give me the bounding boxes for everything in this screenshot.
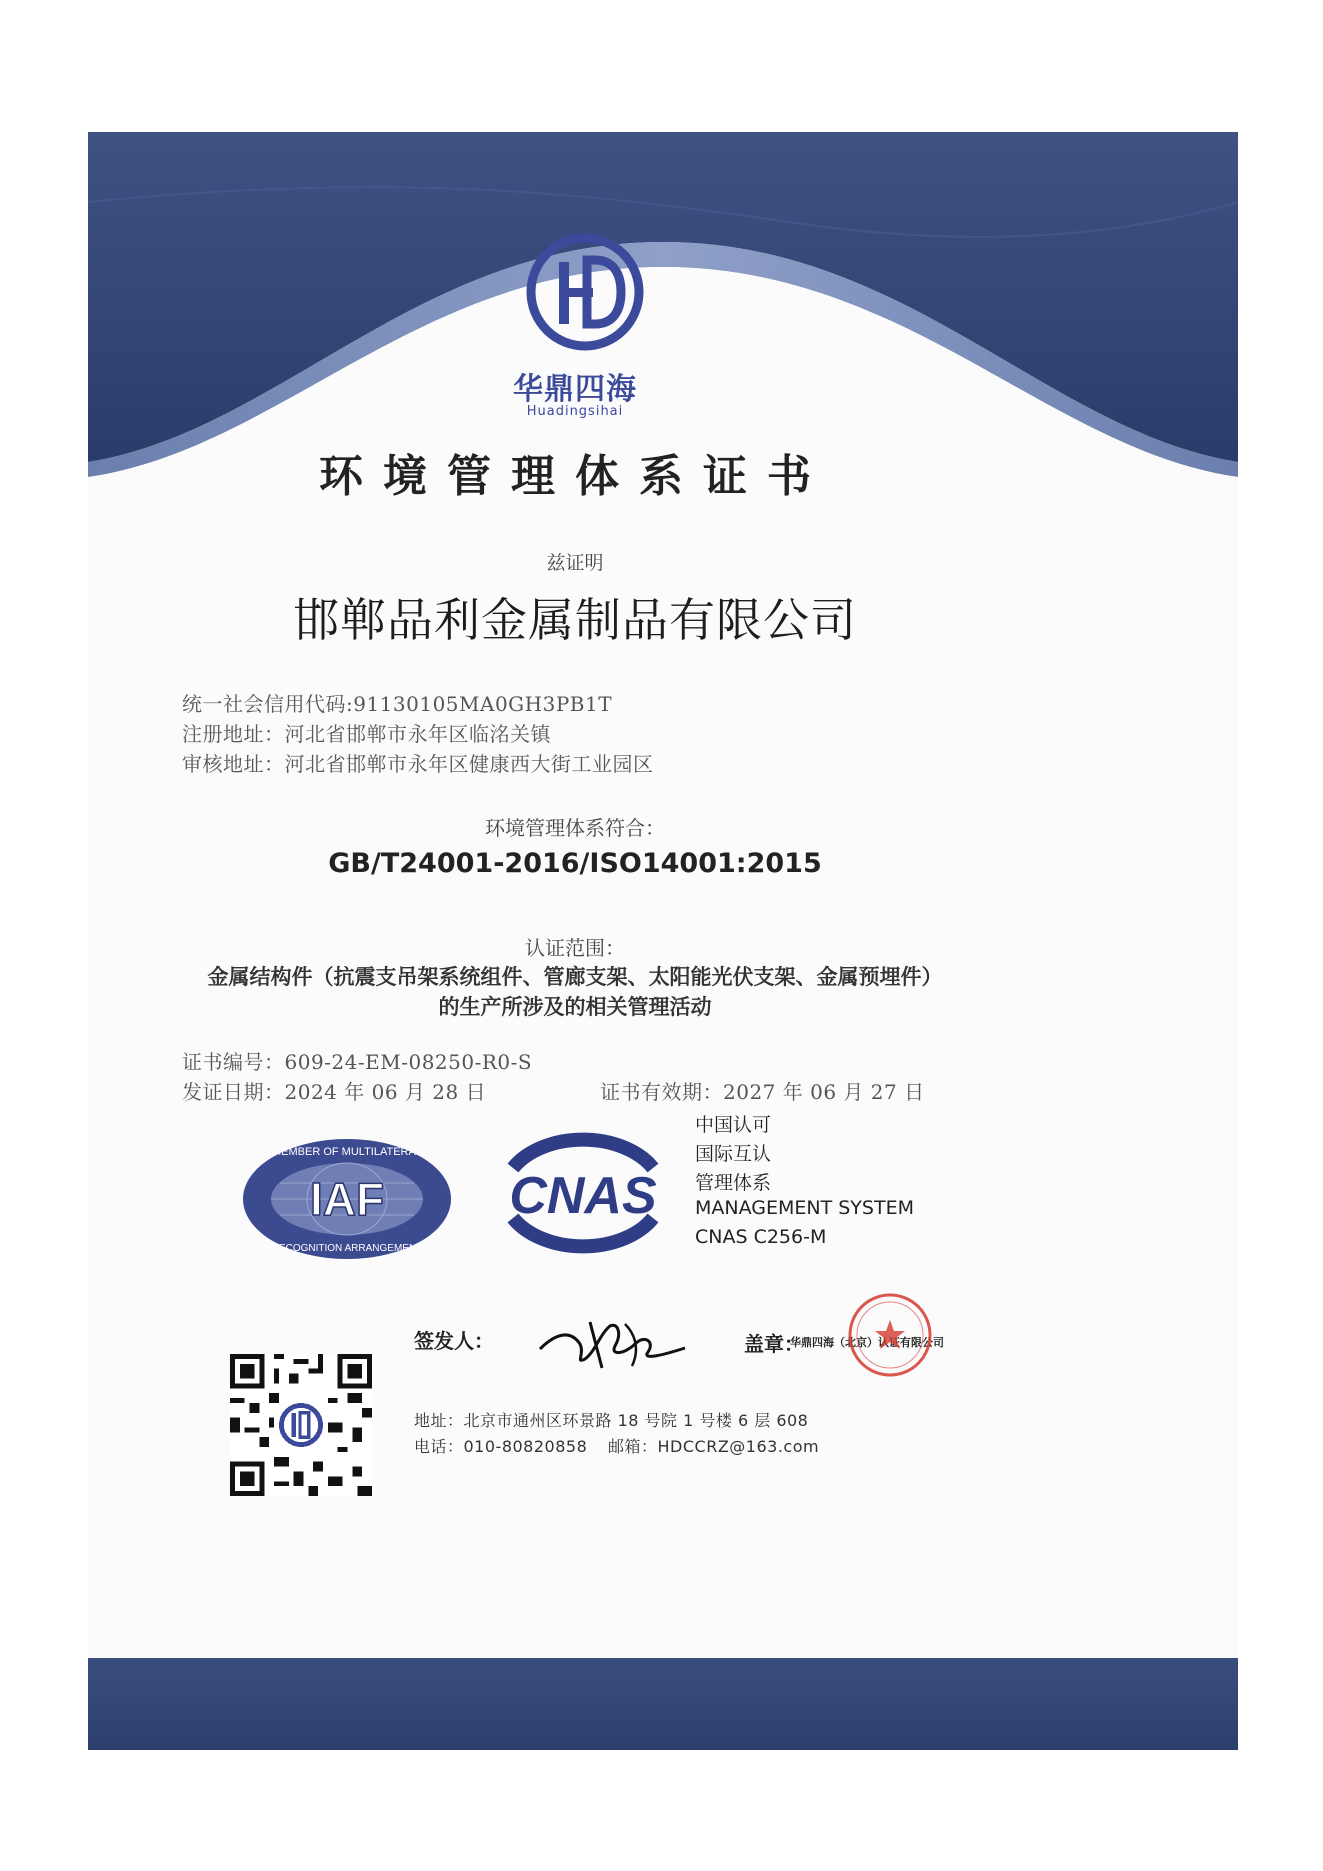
accreditation-line-2: 国际互认	[695, 1143, 772, 1165]
certify-text: 兹证明	[546, 552, 604, 574]
footer-band	[88, 1658, 1238, 1750]
registered-address: 注册地址：河北省邯郸市永年区临洺关镇	[182, 722, 551, 746]
scope-line-1: 金属结构件（抗震支吊架系统组件、管廊支架、太阳能光伏支架、金属预埋件）	[207, 964, 943, 989]
brand-name-cn: 华鼎四海	[513, 372, 637, 407]
footer-address: 地址：北京市通州区环景路 18 号院 1 号楼 6 层 608	[414, 1411, 809, 1430]
standard: GB/T24001-2016/ISO14001:2015	[328, 848, 822, 879]
cnas-text: CNAS	[509, 1167, 657, 1225]
certificate-title: 环境管理体系证书	[319, 451, 831, 502]
huadingsihai-logo	[525, 232, 645, 352]
official-seal	[845, 1290, 935, 1380]
cnas-mark	[488, 1118, 678, 1268]
iaf-mark	[240, 1135, 455, 1263]
scope-label: 认证范围：	[525, 936, 625, 960]
footer-phone: 电话：010-80820858	[414, 1437, 588, 1456]
qr-code	[230, 1354, 372, 1496]
accreditation-line-3: 管理体系	[695, 1172, 772, 1194]
accreditation-line-1: 中国认可	[695, 1114, 772, 1136]
iaf-ring-bottom: RECOGNITION ARRANGEMENT	[271, 1243, 423, 1254]
footer-email: 邮箱：HDCCRZ@163.com	[608, 1437, 820, 1456]
seal-company: 华鼎四海（北京）认证有限公司	[790, 1336, 944, 1349]
conformity-label: 环境管理体系符合：	[485, 816, 665, 840]
company-name: 邯郸品利金属制品有限公司	[293, 593, 857, 647]
credit-code: 统一社会信用代码:91130105MA0GH3PB1T	[182, 692, 613, 716]
signature	[530, 1304, 690, 1379]
brand-name-en: Huadingsihai	[526, 404, 624, 419]
header-wave-band	[88, 132, 1238, 492]
audit-address: 审核地址：河北省邯郸市永年区健康西大街工业园区	[182, 752, 654, 776]
certificate-number: 证书编号：609-24-EM-08250-R0-S	[182, 1050, 533, 1074]
valid-until: 证书有效期：2027 年 06 月 27 日	[600, 1080, 925, 1104]
accreditation-line-5: CNAS C256-M	[695, 1226, 827, 1248]
accreditation-line-4: MANAGEMENT SYSTEM	[695, 1197, 914, 1219]
scope	[0, 962, 1150, 1022]
signer-label: 签发人：	[414, 1329, 494, 1353]
scope-line-2: 的生产所涉及的相关管理活动	[438, 994, 712, 1019]
iaf-ring-top: MEMBER OF MULTILATERAL	[272, 1146, 422, 1158]
issue-date: 发证日期：2024 年 06 月 28 日	[182, 1080, 487, 1104]
seal-label: 盖章：	[744, 1332, 804, 1356]
iaf-text: IAF	[309, 1173, 385, 1225]
